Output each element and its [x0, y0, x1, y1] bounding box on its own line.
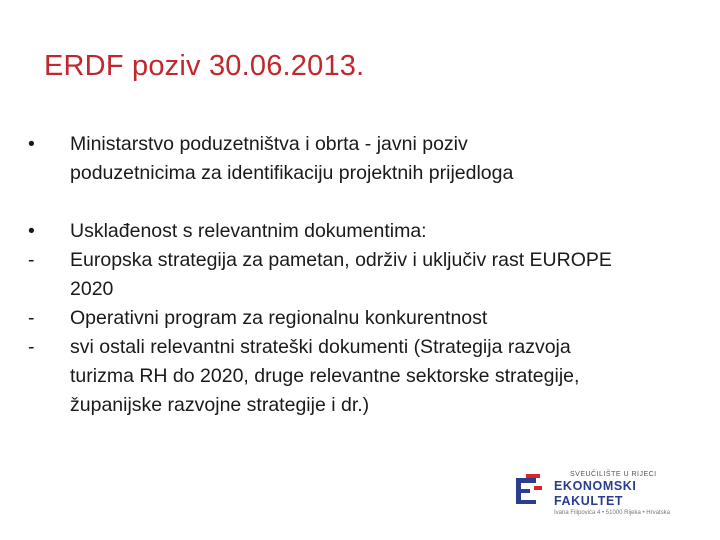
faculty-logo-mark-icon — [514, 474, 544, 508]
slide-title: ERDF poziv 30.06.2013. — [44, 50, 365, 82]
faculty-logo — [514, 470, 704, 516]
dash-item-operational-programme — [28, 304, 688, 333]
bullet-marker: • — [28, 133, 35, 155]
bullet-item-call — [28, 130, 688, 188]
faculty-logo-text — [554, 470, 704, 518]
dash-marker: - — [28, 307, 35, 329]
logo-university-name: SVEUČILIŠTE U RIJECI — [570, 471, 657, 478]
bullet-text-line: Usklađenost s relevantnim dokumentima: — [70, 220, 427, 242]
bullet-text-line: poduzetnicima za identifikaciju projektnih prijedloga — [70, 162, 514, 184]
dash-marker: - — [28, 249, 35, 271]
dash-item-europe-2020 — [28, 246, 688, 304]
dash-text-line: županijske razvojne strategije i dr.) — [70, 394, 370, 416]
logo-address: Ivana Filipovića 4 • 51000 Rijeka • Hrvatska — [554, 510, 670, 516]
bullet-marker: • — [28, 220, 35, 242]
dash-item-strategic-documents — [28, 333, 688, 420]
dash-text-line: turizma RH do 2020, druge relevantne sektorske strategije, — [70, 365, 580, 387]
dash-text-line: Operativni program za regionalnu konkurentnost — [70, 307, 488, 329]
dash-text-line: 2020 — [70, 278, 114, 300]
dash-text-line: Europska strategija za pametan, održiv i uključiv rast EUROPE — [70, 249, 612, 271]
bullet-text-line: Ministarstvo poduzetništva i obrta - javni poziv — [70, 133, 468, 155]
dash-text-line: svi ostali relevantni strateški dokumenti (Strategija razvoja — [70, 336, 571, 358]
slide-content — [28, 130, 688, 420]
bullet-item-alignment — [28, 217, 688, 246]
dash-marker: - — [28, 336, 35, 358]
logo-faculty-name: EKONOMSKI FAKULTET — [554, 479, 637, 508]
